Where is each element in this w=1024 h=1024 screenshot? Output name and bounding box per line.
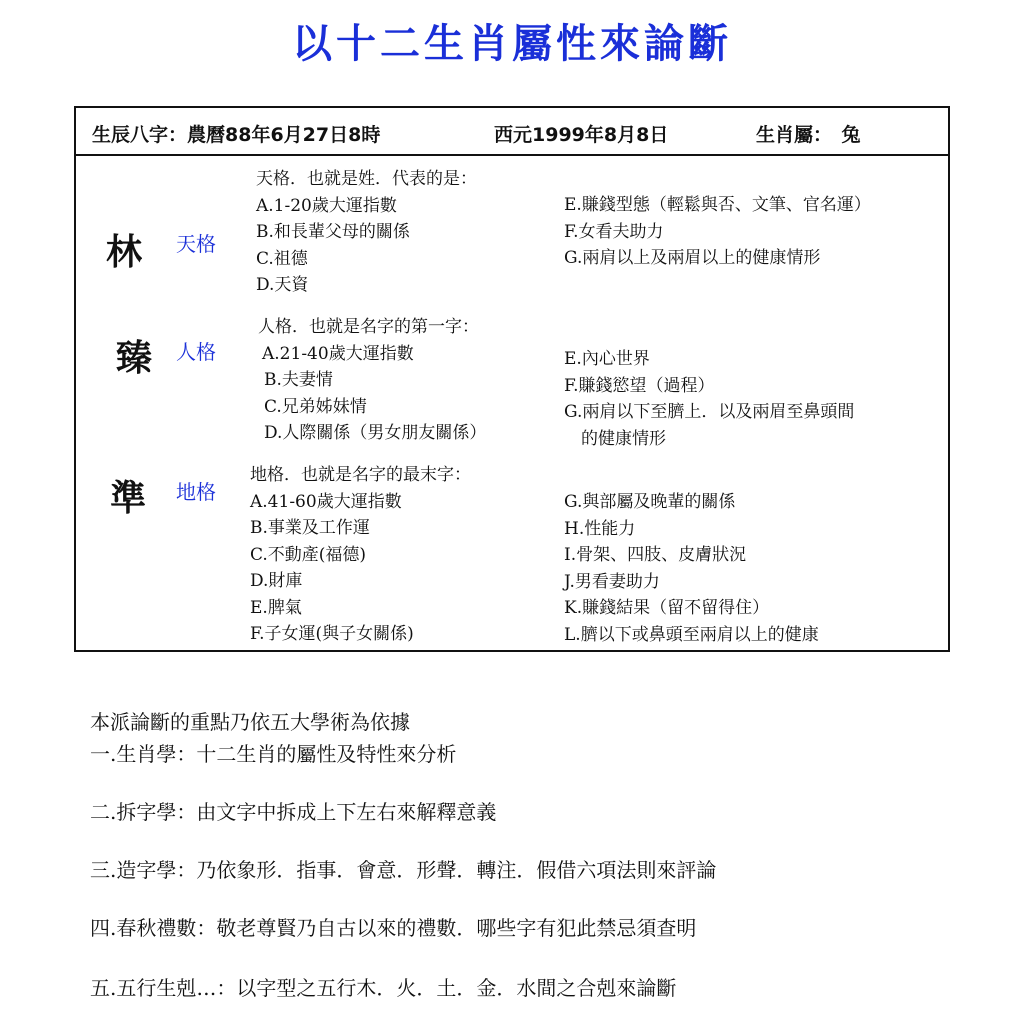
label-tiange: 天格: [176, 232, 216, 256]
list-item: D.天資: [256, 275, 309, 295]
header-row: [76, 108, 948, 156]
list-item: F.女看夫助力: [564, 221, 664, 242]
list-item: C.兄弟姊妹情: [264, 396, 367, 417]
list-item: C.不動產(福德): [250, 544, 367, 565]
list-item: E.賺錢型態（輕鬆與否、文筆、官名運）: [564, 195, 871, 215]
note-item: 四.春秋禮數：敬老尊賢乃自古以來的禮數．哪些字有犯此禁忌須查明: [90, 916, 697, 940]
list-item: B.事業及工作運: [250, 518, 370, 538]
list-item: B.和長輩父母的關係: [256, 222, 410, 242]
section-heading: 地格．也就是名字的最末字：: [250, 465, 471, 485]
dige-left-list: [250, 462, 471, 648]
bazi-text: 生辰八字：農曆88年6月27日8時: [92, 124, 381, 146]
name-char-last: 準: [110, 478, 147, 519]
list-item: J.男看妻助力: [564, 571, 660, 592]
list-item: G.兩肩以上及兩眉以上的健康情形: [564, 248, 821, 268]
list-item: E.內心世界: [564, 349, 650, 369]
analysis-table: [74, 106, 950, 652]
notes-intro: 本派論斷的重點乃依五大學術為依據: [90, 710, 410, 734]
section-heading: 天格．也就是姓．代表的是：: [256, 169, 477, 189]
tiange-right-list: [564, 192, 871, 272]
list-item: G.兩肩以下至臍上．以及兩眉至鼻頭間: [564, 402, 855, 422]
note-item: 三.造字學：乃依象形．指事．會意．形聲．轉注．假借六項法則來評論: [90, 858, 717, 882]
tiange-left-list: [256, 166, 477, 299]
note-item: 五.五行生剋…：以字型之五行木．火．土．金．水間之合剋來論斷: [90, 976, 677, 1000]
note-item: 一.生肖學：十二生肖的屬性及特性來分析: [90, 742, 457, 766]
page-title: 以十二生肖屬性來論斷: [292, 21, 732, 67]
dige-right-list: [564, 489, 819, 648]
list-item: 的健康情形: [564, 428, 666, 449]
renge-right-list: [564, 346, 854, 452]
list-item: D.人際關係（男女朋友關係）: [264, 423, 487, 443]
name-char-surname: 林: [106, 232, 143, 273]
list-item: C.祖德: [256, 248, 308, 269]
list-item: F.賺錢慾望（過程）: [564, 375, 715, 396]
list-item: K.賺錢結果（留不留得住）: [564, 598, 770, 618]
list-item: E.脾氣: [250, 597, 302, 618]
section-heading: 人格．也就是名字的第一字：: [258, 317, 479, 337]
list-item: A.1-20歲大運指數: [256, 195, 397, 216]
list-item: F.子女運(與子女關係): [250, 624, 414, 644]
renge-left-list: [258, 314, 486, 447]
list-item: A.41-60歲大運指數: [250, 491, 402, 512]
western-date-text: 西元1999年8月8日: [494, 124, 669, 146]
name-char-first: 臻: [116, 338, 153, 379]
label-renge: 人格: [176, 340, 216, 364]
label-dige: 地格: [176, 480, 216, 504]
list-item: L.臍以下或鼻頭至兩肩以上的健康: [564, 624, 819, 645]
note-item: 二.拆字學：由文字中拆成上下左右來解釋意義: [90, 800, 497, 824]
list-item: G.與部屬及晚輩的關係: [564, 492, 736, 512]
list-item: H.性能力: [564, 518, 636, 539]
list-item: B.夫妻情: [264, 370, 333, 390]
list-item: A.21-40歲大運指數: [262, 343, 414, 364]
list-item: I.骨架、四肢、皮膚狀況: [564, 545, 747, 565]
list-item: D.財庫: [250, 571, 303, 591]
zodiac-text: 生肖屬： 兔: [756, 124, 861, 146]
